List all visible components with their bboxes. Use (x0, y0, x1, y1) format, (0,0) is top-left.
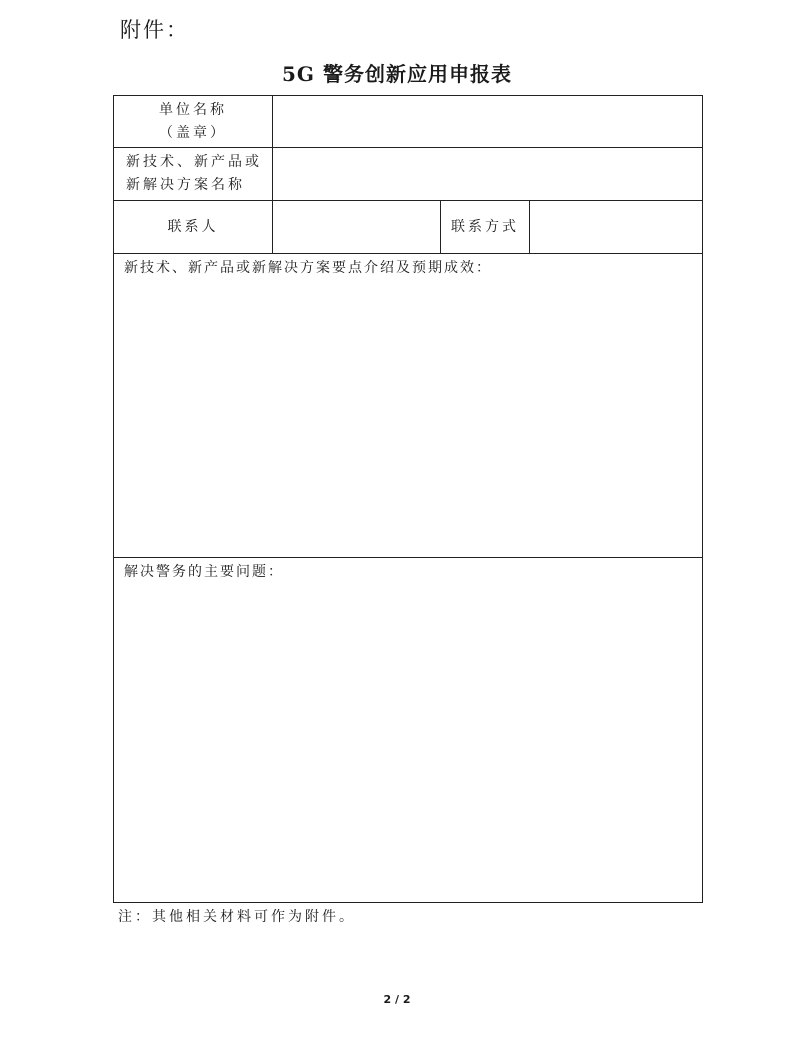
unit-name-label-cell (114, 96, 273, 147)
contact-person-label-cell (114, 201, 273, 253)
unit-name-field[interactable] (273, 96, 702, 147)
unit-name-label: 单位名称 (159, 101, 227, 118)
footer-note: 注：其他相关材料可作为附件。 (118, 909, 356, 925)
solution-summary-field[interactable] (114, 280, 702, 557)
form-title: 5G 警务创新应用申报表 (282, 62, 512, 86)
solution-name-label-line1: 新技术、新产品或 (126, 154, 262, 170)
contact-person-label: 联系人 (167, 218, 219, 235)
page-number: 2 / 2 (383, 993, 411, 1006)
row-main-problem (114, 558, 702, 902)
row-solution-summary (114, 254, 702, 558)
row-contact (114, 201, 702, 254)
seal-label: （盖章） (159, 124, 227, 141)
contact-method-field[interactable] (530, 201, 702, 253)
contact-method-label-cell (441, 201, 530, 253)
contact-person-field[interactable] (273, 201, 441, 253)
row-solution-name (114, 148, 702, 201)
solution-summary-label: 新技术、新产品或新解决方案要点介绍及预期成效： (124, 260, 492, 276)
contact-method-label: 联系方式 (451, 218, 519, 235)
solution-name-label-cell (114, 148, 273, 200)
main-problem-label: 解决警务的主要问题： (124, 564, 284, 580)
solution-name-field[interactable] (273, 148, 702, 200)
application-form-table (113, 95, 703, 903)
attachment-label: 附件： (120, 18, 189, 42)
main-problem-field[interactable] (114, 584, 702, 902)
row-unit-name (114, 96, 702, 148)
solution-name-label-line2: 新解决方案名称 (126, 177, 245, 193)
